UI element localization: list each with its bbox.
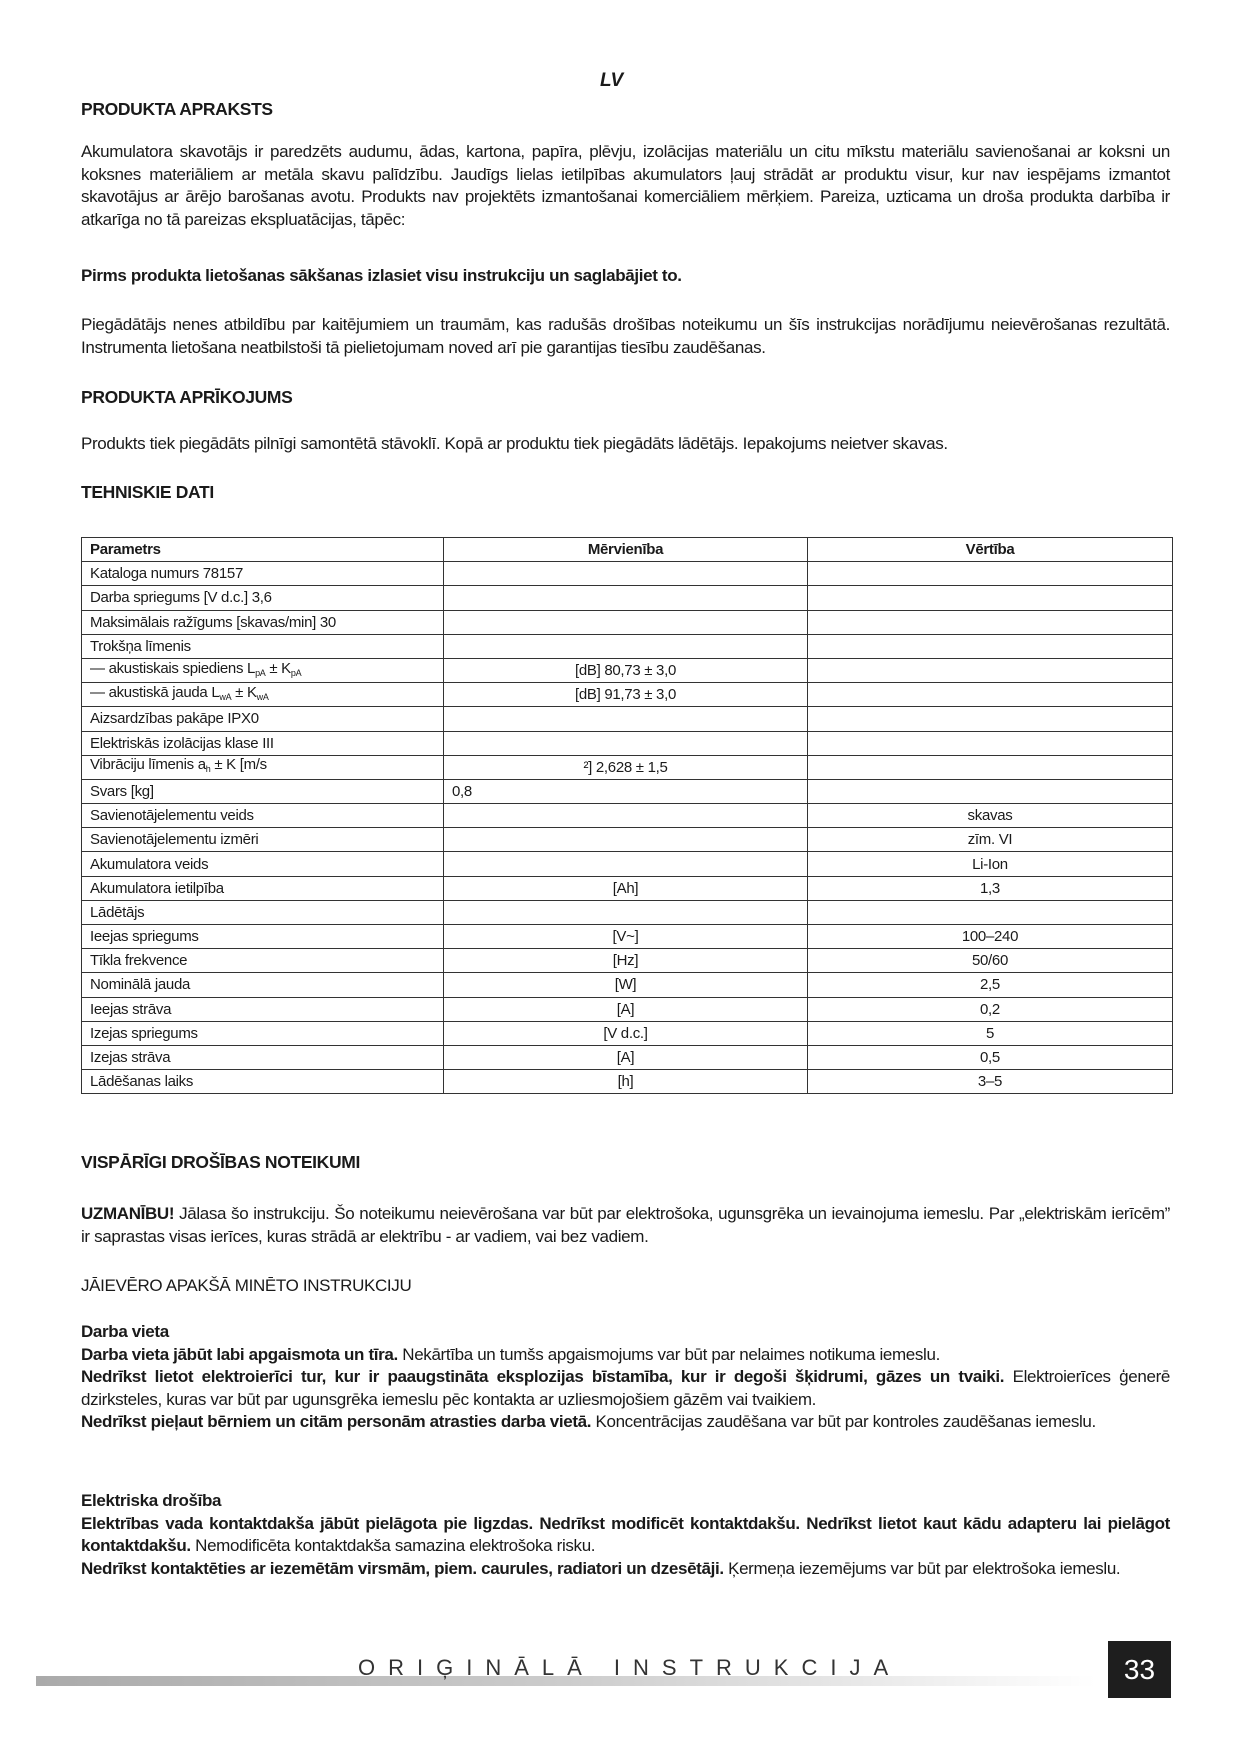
table-row — [82, 755, 1173, 779]
value-cell: 0,5 — [808, 1045, 1173, 1069]
electrical-safety-section — [81, 1490, 1170, 1580]
value-cell — [808, 707, 1173, 731]
heading-technical-data: TEHNISKIE DATI — [81, 482, 214, 502]
param-cell: Vibrāciju līmenis $a_h \pm K$ [m/s — [82, 755, 444, 779]
value-cell: 1,3 — [808, 876, 1173, 900]
warning-text: Jālasa šo instrukciju. Šo noteikumu neievērošana var būt par elektrošoka, ugunsgrēka un ievainojuma iemeslu. Par „elektriskām ierīcēm” ir saprastas visas ierīces, kuras strādā ar elektrību - ar vadiem, vai bez vadiem. — [81, 1204, 1170, 1246]
symbol-text: ± K — [231, 683, 257, 701]
param-cell: Ieejas spriegums — [82, 925, 444, 949]
table-row — [82, 683, 1173, 707]
table-row — [82, 973, 1173, 997]
value-cell — [808, 900, 1173, 924]
table-row — [82, 852, 1173, 876]
subscript: wA — [256, 691, 269, 702]
value-cell — [808, 562, 1173, 586]
table-row — [82, 731, 1173, 755]
unit-cell — [444, 610, 808, 634]
table-row — [82, 997, 1173, 1021]
value-cell: 2,5 — [808, 973, 1173, 997]
rule-bold: Elektrības vada kontaktdakša jābūt pielāgota pie ligzdas. Nedrīkst modificēt kontaktdakšu. Nedrīkst lietot kaut kādu adapteru lai pielāgot kontaktdakšu. — [81, 1513, 1170, 1556]
symbol-text: ± K — [265, 659, 291, 677]
table-row — [82, 586, 1173, 610]
technical-data-table — [81, 537, 1173, 1094]
subscript: wA — [219, 691, 232, 702]
value-cell — [808, 731, 1173, 755]
electrical-title: Elektriska drošība — [81, 1491, 222, 1510]
value-cell — [808, 683, 1173, 707]
unit-cell: [Hz] — [444, 949, 808, 973]
heading-general-safety: VISPĀRĪGI DROŠĪBAS NOTEIKUMI — [81, 1152, 360, 1172]
warning-paragraph — [81, 1203, 1170, 1248]
page-number: 33 — [1108, 1641, 1171, 1698]
unit-cell: ²] 2,628 ± 1,5 — [444, 755, 808, 779]
param-cell: Lādētājs — [82, 900, 444, 924]
liability-paragraph: Piegādātājs nenes atbildību par kaitējumiem un traumām, kas radušās drošības noteikumu un šīs instrukcijas norādījumu neievērošanas rezultātā. Instrumenta lietošana neatbilstoši tā pielietojumam noved arī pie garantijas tiesību zaudēšanas. — [81, 315, 1170, 357]
workplace-title: Darba vieta — [81, 1322, 169, 1341]
param-cell: Maksimālais ražīgums [skavas/min] 30 — [82, 610, 444, 634]
param-cell: — akustiskā jauda $L_{wA} \pm K_{wA}$ — [82, 683, 444, 707]
value-cell: skavas — [808, 804, 1173, 828]
value-cell: 3–5 — [808, 1070, 1173, 1094]
subscript: pA — [290, 667, 302, 678]
electrical-rule-2 — [81, 1558, 1170, 1581]
unit-cell: [V d.c.] — [444, 1021, 808, 1045]
param-cell: Savienotājelementu veids — [82, 804, 444, 828]
unit-cell — [444, 804, 808, 828]
table-row — [82, 876, 1173, 900]
subscript: h — [205, 764, 211, 775]
unit-cell: [W] — [444, 973, 808, 997]
param-cell: Kataloga numurs 78157 — [82, 562, 444, 586]
table-row — [82, 658, 1173, 682]
value-cell: 100–240 — [808, 925, 1173, 949]
rule-text: Ķermeņa iezemējums var būt par elektrošoka iemeslu. — [723, 1558, 1121, 1578]
table-row — [82, 707, 1173, 731]
table-row — [82, 779, 1173, 803]
rule-text: Nemodificēta kontaktdakša samazina elektrošoka risku. — [190, 1536, 596, 1556]
unit-cell — [444, 900, 808, 924]
table-row — [82, 900, 1173, 924]
unit-cell: [A] — [444, 997, 808, 1021]
table-row — [82, 1070, 1173, 1094]
value-cell: zīm. VI — [808, 828, 1173, 852]
table-row — [82, 925, 1173, 949]
table-row — [82, 804, 1173, 828]
table-row — [82, 1021, 1173, 1045]
unit-cell: [dB] 91,73 ± 3,0 — [444, 683, 808, 707]
param-cell: Lādēšanas laiks — [82, 1070, 444, 1094]
workplace-rule-1 — [81, 1344, 1170, 1367]
header-parameter: Parametrs — [82, 538, 444, 562]
subscript: pA — [255, 667, 266, 678]
rule-text: Nekārtība un tumšs apgaismojums var būt par nelaimes notikuma iemeslu. — [397, 1344, 940, 1364]
param-cell: Darba spriegums [V d.c.] 3,6 — [82, 586, 444, 610]
rule-bold: Nedrīkst lietot elektroierīci tur, kur ir paaugstināta eksplozijas bīstamība, kur ir degoši šķidrumi, gāzes un tvaiki. — [81, 1367, 1005, 1387]
workplace-rule-2 — [81, 1366, 1170, 1411]
workplace-section — [81, 1321, 1170, 1434]
param-cell: Akumulatora ietilpība — [82, 876, 444, 900]
param-cell: Izejas spriegums — [82, 1021, 444, 1045]
unit-cell — [444, 828, 808, 852]
unit-cell: [dB] 80,73 ± 3,0 — [444, 658, 808, 682]
value-cell — [808, 610, 1173, 634]
param-cell: Trokšņa līmenis — [82, 634, 444, 658]
param-cell: Nominālā jauda — [82, 973, 444, 997]
param-cell: Izejas strāva — [82, 1045, 444, 1069]
table-row — [82, 634, 1173, 658]
unit-cell: [h] — [444, 1070, 808, 1094]
unit-cell — [444, 731, 808, 755]
value-cell — [808, 658, 1173, 682]
footer-text: ORIĢINĀLĀ INSTRUKCIJA — [358, 1655, 902, 1680]
unit-cell: [A] — [444, 1045, 808, 1069]
electrical-rule-1 — [81, 1513, 1170, 1558]
table-row — [82, 1045, 1173, 1069]
unit-cell — [444, 562, 808, 586]
warning-label: UZMANĪBU! — [81, 1204, 175, 1223]
equipment-paragraph: Produkts tiek piegādāts pilnīgi samontētā stāvoklī. Kopā ar produktu tiek piegādāts lādētājs. Iepakojums neietver skavas. — [81, 434, 948, 453]
value-cell: 5 — [808, 1021, 1173, 1045]
param-cell: Tīkla frekvence — [82, 949, 444, 973]
heading-product-description: PRODUKTA APRAKSTS — [81, 99, 273, 119]
unit-cell — [444, 707, 808, 731]
unit-cell — [444, 852, 808, 876]
unit-cell: [V~] — [444, 925, 808, 949]
param-cell: Ieejas strāva — [82, 997, 444, 1021]
unit-cell: [Ah] — [444, 876, 808, 900]
table-row — [82, 610, 1173, 634]
param-cell: Akumulatora veids — [82, 852, 444, 876]
param-cell: Aizsardzības pakāpe IPX0 — [82, 707, 444, 731]
value-cell: 50/60 — [808, 949, 1173, 973]
table-header-row — [82, 538, 1173, 562]
header-value: Vērtība — [808, 538, 1173, 562]
param-cell: Savienotājelementu izmēri — [82, 828, 444, 852]
table-row — [82, 562, 1173, 586]
value-cell: Li-Ion — [808, 852, 1173, 876]
language-code: LV — [600, 70, 624, 91]
unit-cell — [444, 586, 808, 610]
table-row — [82, 949, 1173, 973]
symbol-text: ± K [m/s — [210, 756, 267, 774]
rule-bold: Darba vieta jābūt labi apgaismota un tīra. — [81, 1344, 398, 1364]
read-instructions-note: Pirms produkta lietošanas sākšanas izlasiet visu instrukciju un saglabājiet to. — [81, 266, 682, 285]
param-cell: Svars [kg] — [82, 779, 444, 803]
instruction-note: JĀIEVĒRO APAKŠĀ MINĒTO INSTRUKCIJU — [81, 1276, 412, 1295]
rule-bold: Nedrīkst pieļaut bērniem un citām personām atrasties darba vietā. — [81, 1412, 592, 1432]
value-cell: 0,2 — [808, 997, 1173, 1021]
value-cell — [808, 779, 1173, 803]
unit-cell: 0,8 — [444, 779, 808, 803]
rule-text: Elektroierīces ģenerē dzirksteles, kuras var būt par ugunsgrēka iemeslu pēc kontakta ar uzliesmojošiem gāzēm vai tvaikiem. — [81, 1367, 1170, 1409]
unit-cell — [444, 634, 808, 658]
table-row — [82, 828, 1173, 852]
param-cell: — akustiskais spiediens $L_{pA} \pm K_{pA}$ — [82, 658, 444, 682]
value-cell — [808, 586, 1173, 610]
value-cell — [808, 634, 1173, 658]
heading-product-equipment: PRODUKTA APRĪKOJUMS — [81, 387, 293, 407]
rule-text: Koncentrācijas zaudēšana var būt par kontroles zaudēšanas iemeslu. — [591, 1412, 1096, 1432]
value-cell — [808, 755, 1173, 779]
rule-bold: Nedrīkst kontaktēties ar iezemētām virsmām, piem. caurules, radiatori un dzesētāji. — [81, 1558, 724, 1578]
workplace-rule-3 — [81, 1411, 1170, 1434]
header-unit: Mērvienība — [444, 538, 808, 562]
param-cell: Elektriskās izolācijas klase III — [82, 731, 444, 755]
description-paragraph: Akumulatora skavotājs ir paredzēts audumu, ādas, kartona, papīra, plēvju, izolācijas materiālu un citu mīkstu materiālu savienošanai ar koksni un koksnes materiāliem ar metāla skavu palīdzību. Jaudīgs lielas ietilpības akumulators ļauj strādāt ar produktu visur, kur nav iespējams izmantot skavotājus ar ārējo barošanas avotu. Produkts nav projektēts izmantošanai komerciāliem mērķiem. Pareiza, uzticama un droša produkta darbība ir atkarīga no tā pareizas ekspluatācijas, tāpēc: — [81, 142, 1170, 229]
